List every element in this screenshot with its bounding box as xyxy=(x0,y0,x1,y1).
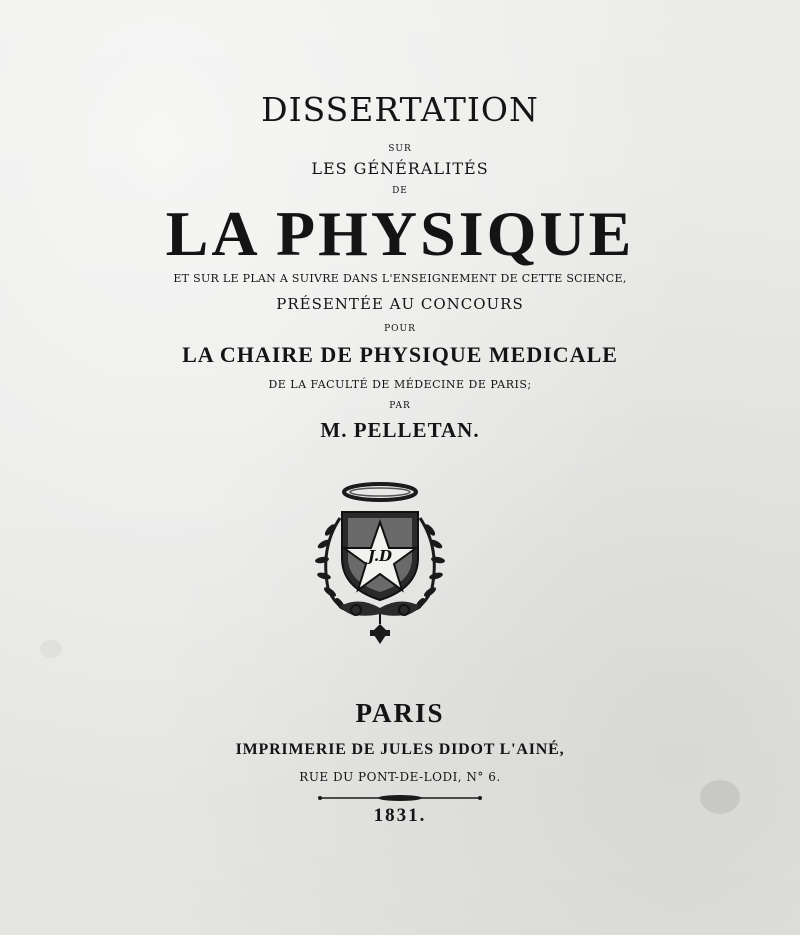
connector-pour: POUR xyxy=(384,324,416,334)
imprint-year: 1831. xyxy=(373,805,427,826)
imprint-city: PARIS xyxy=(355,698,445,728)
imprint-printer: IMPRIMERIE DE JULES DIDOT L'AINÉ, xyxy=(235,741,565,758)
main-subject-heading: LA PHYSIQUE xyxy=(165,198,635,269)
connector-sur: SUR xyxy=(388,144,412,154)
faculty-line: DE LA FACULTÉ DE MÉDECINE DE PARIS; xyxy=(268,378,532,391)
author-name: M. PELLETAN. xyxy=(320,418,480,442)
connector-par: PAR xyxy=(389,401,411,411)
plan-line: ET SUR LE PLAN A SUIVRE DANS L'ENSEIGNEMENT DE CETTE SCIENCE, xyxy=(173,272,627,285)
printer-device-emblem-icon xyxy=(300,478,460,648)
paper-stain xyxy=(40,640,62,658)
presented-line: PRÉSENTÉE AU CONCOURS xyxy=(276,295,524,313)
imprint-address: RUE DU PONT-DE-LODI, N° 6. xyxy=(299,770,501,784)
chair-line: LA CHAIRE DE PHYSIQUE MEDICALE xyxy=(182,342,618,367)
document-title: DISSERTATION xyxy=(261,90,539,129)
emblem-monogram: J.D xyxy=(367,547,393,565)
connector-de: DE xyxy=(392,186,408,196)
ornamental-rule xyxy=(300,793,500,803)
subject-line: LES GÉNÉRALITÉS xyxy=(311,159,489,178)
